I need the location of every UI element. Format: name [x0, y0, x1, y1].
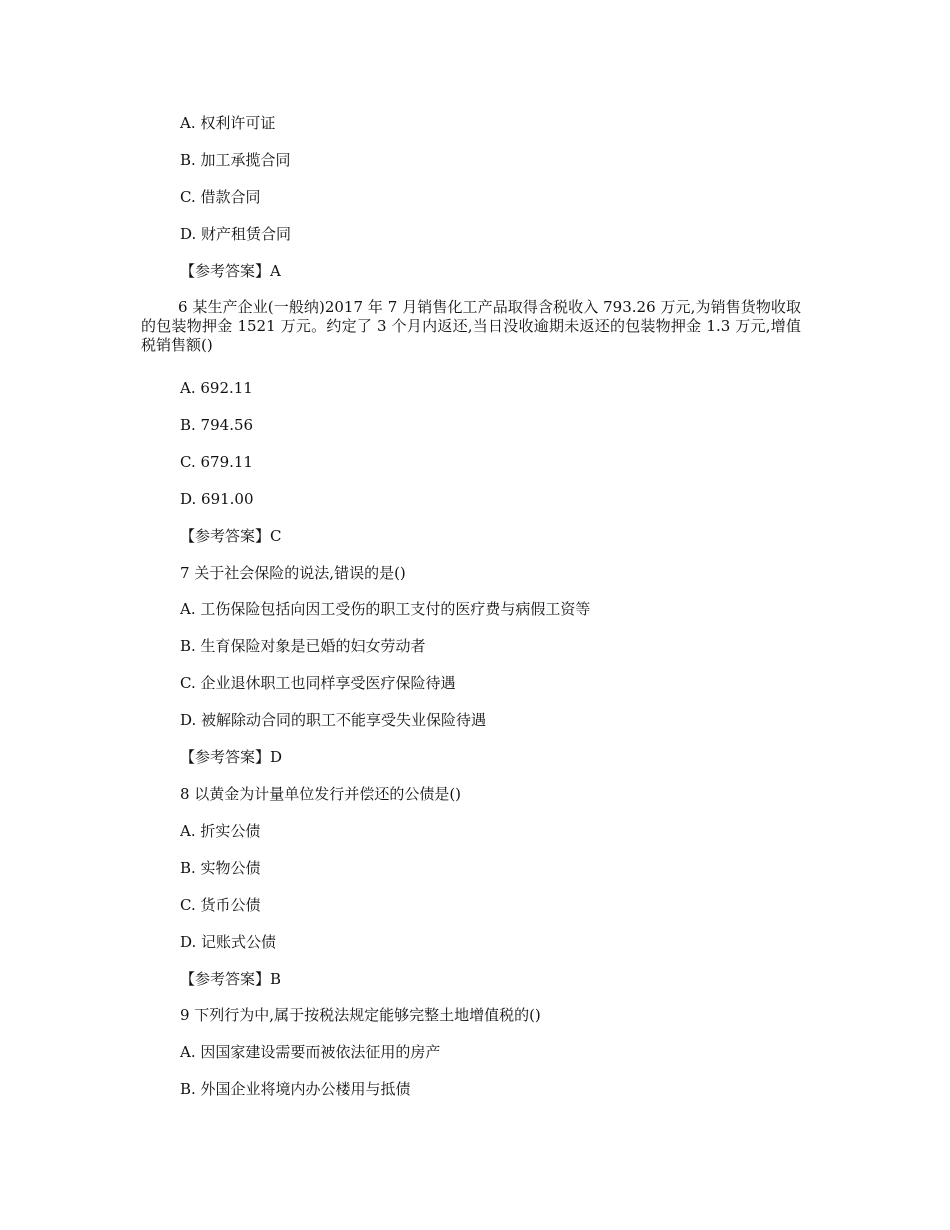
q6-answer: 【参考答案】C — [180, 527, 282, 545]
q8-question: 8 以黄金为计量单位发行并偿还的公债是() — [180, 785, 462, 803]
q8-option-b: B. 实物公债 — [180, 859, 261, 877]
q7-answer: 【参考答案】D — [180, 748, 283, 766]
q7-option-d: D. 被解除动合同的职工不能享受失业保险待遇 — [180, 711, 487, 729]
q9-option-b: B. 外国企业将境内办公楼用与抵债 — [180, 1080, 411, 1098]
q7-option-c: C. 企业退休职工也同样享受医疗保险待遇 — [180, 674, 456, 692]
q6-option-d: D. 691.00 — [180, 490, 254, 508]
q8-option-a: A. 折实公债 — [180, 822, 261, 840]
q7-question: 7 关于社会保险的说法,错误的是() — [180, 564, 406, 582]
q5-option-a: A. 权利许可证 — [180, 114, 276, 132]
q9-question: 9 下列行为中,属于按税法规定能够完整土地增值税的() — [180, 1006, 541, 1024]
q8-option-c: C. 货币公债 — [180, 896, 261, 914]
q6-question: 6 某生产企业(一般纳)2017 年 7 月销售化工产品取得含税收入 793.26 万元,为销售货物收取的包装物押金 1521 万元。约定了 3 个月内返还,当日没收逾期未返还的包装物押金 1.3 万元,增值税销售额() — [141, 298, 801, 354]
q5-option-d: D. 财产租赁合同 — [180, 225, 292, 243]
q8-option-d: D. 记账式公债 — [180, 933, 277, 951]
q6-option-c: C. 679.11 — [180, 453, 253, 471]
q6-option-a: A. 692.11 — [180, 379, 253, 397]
q5-option-c: C. 借款合同 — [180, 188, 261, 206]
q6-option-b: B. 794.56 — [180, 416, 254, 434]
q7-option-b: B. 生育保险对象是已婚的妇女劳动者 — [180, 637, 426, 655]
q5-option-b: B. 加工承揽合同 — [180, 151, 291, 169]
q7-option-a: A. 工伤保险包括向因工受伤的职工支付的医疗费与病假工资等 — [180, 600, 591, 618]
q5-answer: 【参考答案】A — [180, 262, 281, 280]
q8-answer: 【参考答案】B — [180, 970, 282, 988]
q9-option-a: A. 因国家建设需要而被依法征用的房产 — [180, 1043, 441, 1061]
